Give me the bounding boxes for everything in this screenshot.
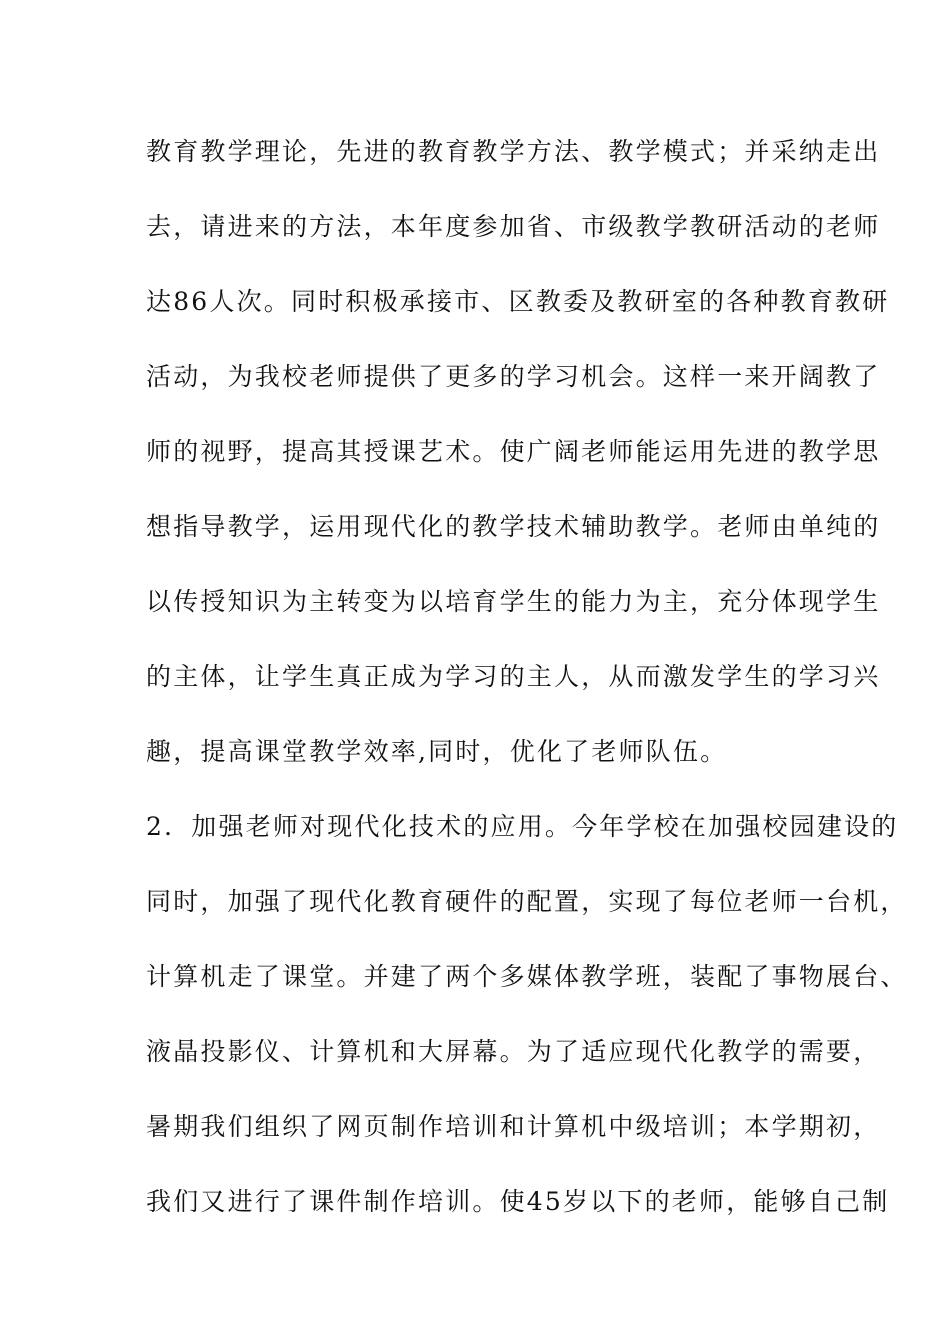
paragraph-line: 的主体，让学生真正成为学习的主人，从而激发学生的学习兴	[146, 662, 881, 691]
paragraph-line: 师的视野，提高其授课艺术。使广阔老师能运用先进的教学思	[146, 437, 881, 466]
paragraph-line: 同时，加强了现代化教育硬件的配置，实现了每位老师一台机，	[146, 887, 908, 916]
paragraph-line: 我们又进行了课件制作培训。使45岁以下的老师，能够自己制	[146, 1187, 890, 1216]
paragraph-line: 计算机走了课堂。并建了两个多媒体教学班，装配了事物展台、	[146, 962, 908, 991]
paragraph-line: 活动，为我校老师提供了更多的学习机会。这样一来开阔教了	[146, 362, 881, 391]
paragraph-line: 2．加强老师对现代化技术的应用。今年学校在加强校园建设的	[146, 812, 899, 841]
paragraph-line: 教育教学理论，先进的教育教学方法、教学模式；并采纳走出	[146, 137, 881, 166]
paragraph-line: 达86人次。同时积极承接市、区教委及教研室的各种教育教研	[146, 287, 890, 316]
paragraph-line: 想指导教学，运用现代化的教学技术辅助教学。老师由单纯的	[146, 512, 881, 541]
paragraph-line: 以传授知识为主转变为以培育学生的能力为主，充分体现学生	[146, 587, 881, 616]
paragraph-line: 去，请进来的方法，本年度参加省、市级教学教研活动的老师	[146, 212, 881, 241]
paragraph-line: 液晶投影仪、计算机和大屏幕。为了适应现代化教学的需要，	[146, 1037, 881, 1066]
paragraph-line: 暑期我们组织了网页制作培训和计算机中级培训；本学期初，	[146, 1112, 881, 1141]
paragraph-line: 趣，提高课堂教学效率,同时，优化了老师队伍。	[146, 737, 728, 766]
